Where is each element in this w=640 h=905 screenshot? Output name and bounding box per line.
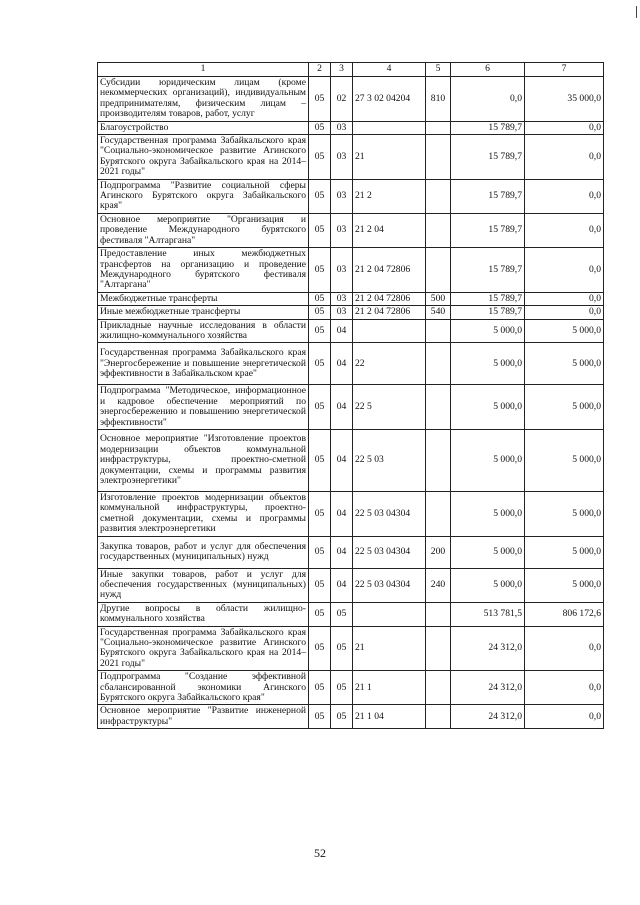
row-cell-c3: 05 [331, 671, 353, 705]
row-cell-c7: 5 000,0 [525, 343, 604, 385]
row-cell-c2: 05 [309, 77, 331, 122]
row-cell-c5: 810 [426, 77, 451, 122]
row-cell-c2: 05 [309, 343, 331, 385]
row-cell-c4: 22 5 03 [353, 429, 426, 491]
table-row [98, 491, 604, 536]
row-name-cell: Закупка товаров, работ и услуг для обеспечения государственных (муниципальных) нужд [98, 536, 309, 568]
row-cell-c5 [426, 179, 451, 213]
row-cell-c3: 04 [331, 343, 353, 385]
table-row [98, 602, 604, 626]
row-cell-c6: 5 000,0 [451, 491, 525, 536]
row-cell-c7: 5 000,0 [525, 536, 604, 568]
row-name-cell: Основное мероприятие "Организация и проведение Международного бурятского фестиваля "Алтаргана" [98, 213, 309, 247]
row-cell-c6: 24 312,0 [451, 671, 525, 705]
row-cell-c7: 5 000,0 [525, 491, 604, 536]
table-row [98, 568, 604, 602]
row-cell-c7: 5 000,0 [525, 429, 604, 491]
table-row [98, 213, 604, 247]
row-name-cell: Подпрограмма "Создание эффективной сбалансированной экономики Агинского Бурятского округа Забайкальского края" [98, 671, 309, 705]
row-cell-c5: 200 [426, 536, 451, 568]
row-cell-c3: 04 [331, 429, 353, 491]
row-cell-c4: 21 [353, 626, 426, 671]
row-cell-c4: 22 5 [353, 385, 426, 430]
row-cell-c7: 0,0 [525, 306, 604, 319]
table-row [98, 292, 604, 305]
row-cell-c4: 22 [353, 343, 426, 385]
row-cell-c2: 05 [309, 705, 331, 729]
column-header: 7 [525, 63, 604, 77]
row-cell-c3: 02 [331, 77, 353, 122]
row-cell-c6: 24 312,0 [451, 705, 525, 729]
row-cell-c3: 03 [331, 248, 353, 293]
table-row [98, 121, 604, 134]
row-cell-c5 [426, 135, 451, 180]
row-cell-c6: 0,0 [451, 77, 525, 122]
row-cell-c6: 15 789,7 [451, 306, 525, 319]
row-cell-c2: 05 [309, 319, 331, 343]
table-row [98, 626, 604, 671]
row-cell-c4: 21 1 [353, 671, 426, 705]
table-row [98, 536, 604, 568]
row-name-cell: Предоставление иных межбюджетных трансфертов на организацию и проведение Международного бурятского фестиваля "Алтаргана" [98, 248, 309, 293]
row-cell-c7: 0,0 [525, 705, 604, 729]
row-cell-c3: 04 [331, 536, 353, 568]
row-cell-c2: 05 [309, 135, 331, 180]
row-name-cell: Изготовление проектов модернизации объектов коммунальной инфраструктуры, проектно-сметной документации, схемы и программы развития электроэнергетики [98, 491, 309, 536]
table-row [98, 77, 604, 122]
table-row [98, 319, 604, 343]
row-cell-c5: 240 [426, 568, 451, 602]
table-row [98, 135, 604, 180]
row-cell-c3: 04 [331, 385, 353, 430]
row-cell-c3: 03 [331, 179, 353, 213]
row-cell-c7: 0,0 [525, 121, 604, 134]
table-row [98, 671, 604, 705]
row-name-cell: Основное мероприятие "Развитие инженерной инфраструктуры" [98, 705, 309, 729]
row-cell-c3: 04 [331, 568, 353, 602]
row-cell-c4: 27 3 02 04204 [353, 77, 426, 122]
page-number: 52 [314, 846, 326, 860]
row-name-cell: Субсидии юридическим лицам (кроме некоммерческих организаций), индивидуальным предпринимателям, физическим лицам – производителям товаров, работ, услуг [98, 77, 309, 122]
row-cell-c4: 22 5 03 04304 [353, 568, 426, 602]
row-cell-c7: 35 000,0 [525, 77, 604, 122]
table-row [98, 429, 604, 491]
row-name-cell: Благоустройство [98, 121, 309, 134]
budget-table [97, 62, 604, 729]
column-header: 4 [353, 63, 426, 77]
row-cell-c2: 05 [309, 491, 331, 536]
row-cell-c6: 15 789,7 [451, 248, 525, 293]
row-cell-c2: 05 [309, 626, 331, 671]
row-cell-c2: 05 [309, 568, 331, 602]
row-cell-c7: 5 000,0 [525, 319, 604, 343]
row-cell-c7: 0,0 [525, 671, 604, 705]
row-cell-c5 [426, 671, 451, 705]
row-cell-c7: 0,0 [525, 626, 604, 671]
row-cell-c4: 21 2 04 72806 [353, 248, 426, 293]
row-cell-c5 [426, 121, 451, 134]
row-name-cell: Иные закупки товаров, работ и услуг для обеспечения государственных (муниципальных) нужд [98, 568, 309, 602]
row-cell-c6: 5 000,0 [451, 343, 525, 385]
row-cell-c5 [426, 491, 451, 536]
row-cell-c5 [426, 705, 451, 729]
row-cell-c7: 806 172,6 [525, 602, 604, 626]
row-name-cell: Прикладные научные исследования в области жилищно-коммунального хозяйства [98, 319, 309, 343]
row-cell-c5 [426, 626, 451, 671]
column-header: 2 [309, 63, 331, 77]
table-row [98, 705, 604, 729]
row-name-cell: Иные межбюджетные трансферты [98, 306, 309, 319]
row-cell-c2: 05 [309, 179, 331, 213]
row-cell-c5 [426, 213, 451, 247]
row-cell-c5 [426, 248, 451, 293]
row-cell-c6: 5 000,0 [451, 536, 525, 568]
row-cell-c3: 03 [331, 306, 353, 319]
table-row [98, 385, 604, 430]
row-name-cell: Подпрограмма "Развитие социальной сферы Агинского Бурятского округа Забайкальского края" [98, 179, 309, 213]
row-cell-c6: 5 000,0 [451, 568, 525, 602]
column-header: 5 [426, 63, 451, 77]
row-cell-c4: 21 2 [353, 179, 426, 213]
row-cell-c3: 03 [331, 213, 353, 247]
row-cell-c6: 24 312,0 [451, 626, 525, 671]
row-cell-c7: 0,0 [525, 248, 604, 293]
row-cell-c2: 05 [309, 385, 331, 430]
row-cell-c7: 0,0 [525, 292, 604, 305]
table-row [98, 179, 604, 213]
row-cell-c2: 05 [309, 536, 331, 568]
row-cell-c7: 5 000,0 [525, 385, 604, 430]
row-cell-c7: 0,0 [525, 213, 604, 247]
row-cell-c6: 5 000,0 [451, 319, 525, 343]
row-cell-c7: 5 000,0 [525, 568, 604, 602]
table-row [98, 306, 604, 319]
row-cell-c2: 05 [309, 248, 331, 293]
table-row [98, 343, 604, 385]
row-name-cell: Межбюджетные трансферты [98, 292, 309, 305]
row-cell-c6: 513 781,5 [451, 602, 525, 626]
row-cell-c3: 05 [331, 626, 353, 671]
row-cell-c4 [353, 602, 426, 626]
row-cell-c4: 21 2 04 72806 [353, 292, 426, 305]
row-cell-c5 [426, 429, 451, 491]
row-cell-c5 [426, 319, 451, 343]
row-cell-c6: 15 789,7 [451, 135, 525, 180]
row-cell-c4 [353, 319, 426, 343]
row-cell-c5: 540 [426, 306, 451, 319]
row-cell-c7: 0,0 [525, 179, 604, 213]
table-header-row [98, 63, 604, 77]
row-cell-c6: 5 000,0 [451, 385, 525, 430]
row-cell-c5: 500 [426, 292, 451, 305]
row-name-cell: Основное мероприятие "Изготовление проектов модернизации объектов коммунальной инфраструктуры, проектно-сметной документации, схемы и программы развития электроэнергетики" [98, 429, 309, 491]
row-cell-c6: 15 789,7 [451, 179, 525, 213]
row-cell-c6: 15 789,7 [451, 292, 525, 305]
row-name-cell: Государственная программа Забайкальского края "Социально-экономическое развитие Агинского Бурятского округа Забайкальского края на 2014–2021 годы" [98, 626, 309, 671]
row-cell-c4 [353, 121, 426, 134]
row-name-cell: Подпрограмма "Методическое, информационное и кадровое обеспечение мероприятий по энергосбережению и повышению энергетической эффективности" [98, 385, 309, 430]
row-cell-c3: 03 [331, 292, 353, 305]
row-name-cell: Другие вопросы в области жилищно-коммунального хозяйства [98, 602, 309, 626]
row-cell-c3: 05 [331, 602, 353, 626]
row-cell-c2: 05 [309, 292, 331, 305]
row-cell-c6: 15 789,7 [451, 121, 525, 134]
column-header: 6 [451, 63, 525, 77]
column-header: 1 [98, 63, 309, 77]
row-cell-c2: 05 [309, 671, 331, 705]
row-cell-c4: 21 2 04 [353, 213, 426, 247]
row-cell-c2: 05 [309, 121, 331, 134]
row-cell-c3: 05 [331, 705, 353, 729]
row-cell-c2: 05 [309, 306, 331, 319]
row-cell-c4: 21 2 04 72806 [353, 306, 426, 319]
table-row [98, 248, 604, 293]
row-cell-c5 [426, 602, 451, 626]
row-cell-c3: 03 [331, 121, 353, 134]
row-cell-c3: 03 [331, 135, 353, 180]
row-cell-c4: 22 5 03 04304 [353, 536, 426, 568]
row-cell-c4: 22 5 03 04304 [353, 491, 426, 536]
row-cell-c5 [426, 385, 451, 430]
column-header: 3 [331, 63, 353, 77]
row-cell-c2: 05 [309, 213, 331, 247]
row-name-cell: Государственная программа Забайкальского края "Энергосбережение и повышение энергетической эффективности в Забайкальском крае" [98, 343, 309, 385]
row-cell-c2: 05 [309, 429, 331, 491]
row-cell-c4: 21 1 04 [353, 705, 426, 729]
row-cell-c3: 04 [331, 319, 353, 343]
row-cell-c5 [426, 343, 451, 385]
row-cell-c6: 5 000,0 [451, 429, 525, 491]
row-cell-c3: 04 [331, 491, 353, 536]
row-cell-c6: 15 789,7 [451, 213, 525, 247]
row-name-cell: Государственная программа Забайкальского края "Социально-экономическое развитие Агинского Бурятского округа Забайкальского края на 2014–2021 годы" [98, 135, 309, 180]
row-cell-c4: 21 [353, 135, 426, 180]
edge-mark [636, 6, 637, 18]
row-cell-c2: 05 [309, 602, 331, 626]
row-cell-c7: 0,0 [525, 135, 604, 180]
